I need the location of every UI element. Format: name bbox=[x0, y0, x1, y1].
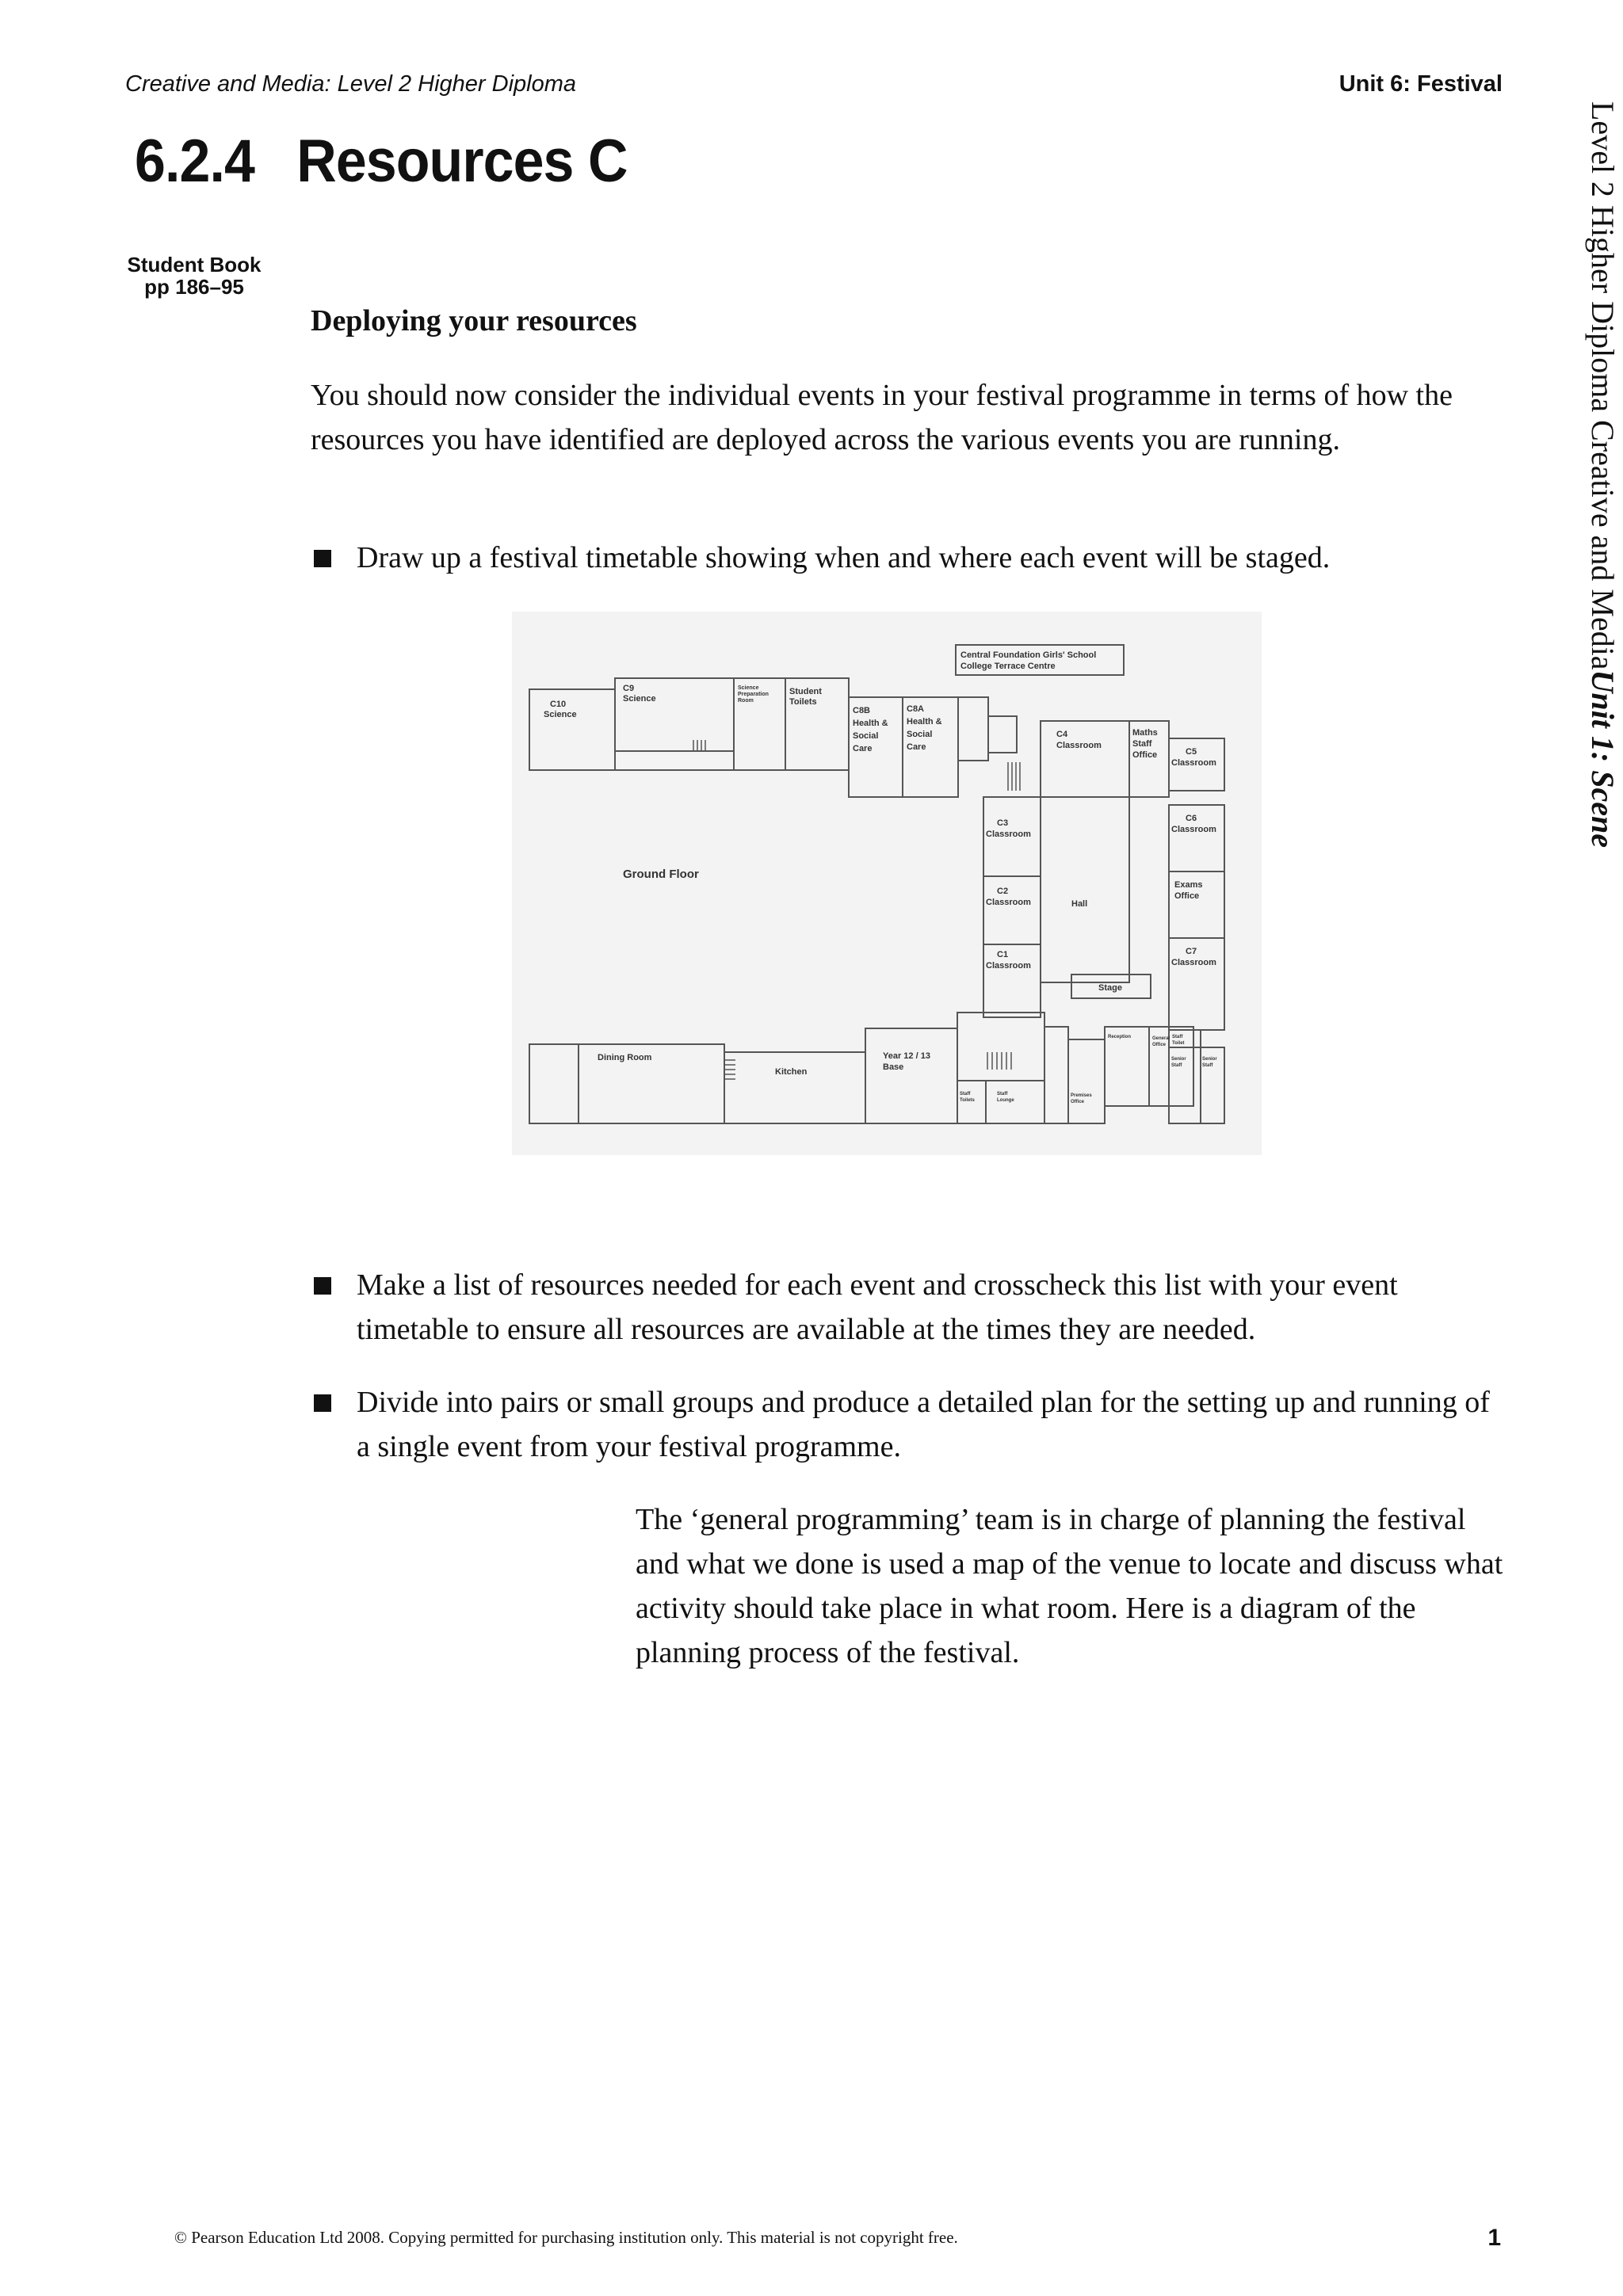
room-c8b-label: Health & bbox=[853, 719, 888, 728]
room-general-office-label: Office bbox=[1152, 1043, 1167, 1047]
room-year-12-13 bbox=[865, 1028, 957, 1123]
room-exams-label: Exams bbox=[1174, 880, 1203, 890]
intro-paragraph: You should now consider the individual events in your festival programme in terms of how the resources you have identified are deployed across the various events you are running. bbox=[311, 379, 1453, 456]
subheading: Deploying your resources bbox=[311, 304, 637, 338]
room-c7-label: C7 bbox=[1186, 947, 1197, 956]
side-margin-text bbox=[1583, 101, 1621, 848]
room-c4 bbox=[1041, 721, 1129, 797]
room-maths-label: Maths bbox=[1132, 728, 1158, 738]
room-science-prep-label: Preparation bbox=[738, 692, 769, 697]
room-maths-label: Staff bbox=[1132, 739, 1152, 749]
side-text-unit: Unit 1: Scene bbox=[1585, 669, 1621, 848]
room-c1 bbox=[983, 944, 1041, 1017]
room-maths-label: Office bbox=[1132, 750, 1158, 760]
floor-label: Ground Floor bbox=[623, 868, 699, 881]
room-c2 bbox=[983, 876, 1041, 944]
room-c10 bbox=[529, 689, 615, 770]
room-staff-toilet-label: Toilet bbox=[1172, 1041, 1185, 1046]
room-senior-staff-1-label: Senior bbox=[1171, 1057, 1186, 1062]
school-name-line1: Central Foundation Girls' School bbox=[960, 650, 1097, 660]
room-c8a-label: Care bbox=[907, 742, 926, 752]
room-c1-label: Classroom bbox=[986, 961, 1031, 971]
section-title: Resources C bbox=[296, 128, 628, 195]
bullet-item bbox=[311, 1263, 1507, 1352]
room-hall-label: Hall bbox=[1071, 899, 1088, 909]
room-senior-staff-2-label: Staff bbox=[1202, 1063, 1213, 1068]
side-text-main: Level 2 Higher Diploma Creative and Media bbox=[1585, 101, 1621, 670]
bullet-item bbox=[311, 1380, 1507, 1469]
room-staff-lounge-label: Staff bbox=[997, 1092, 1008, 1097]
room-year-12-13-label: Base bbox=[883, 1062, 904, 1072]
room-staff-toilets-label: Toilets bbox=[960, 1098, 975, 1103]
room-premises-label: Office bbox=[1071, 1100, 1085, 1104]
room-c4-label: Classroom bbox=[1056, 741, 1102, 750]
room-c8a-label: Social bbox=[907, 730, 933, 739]
room-hall bbox=[1041, 721, 1129, 982]
room-c8a-label: C8A bbox=[907, 704, 925, 714]
room-c10-label: Science bbox=[544, 710, 577, 719]
room-senior-staff-2-label: Senior bbox=[1202, 1057, 1217, 1062]
room-stage-label: Stage bbox=[1098, 983, 1122, 993]
bullet-square-icon bbox=[314, 550, 331, 567]
room-c8b-label: Care bbox=[853, 744, 873, 753]
bullet-text: Divide into pairs or small groups and produce a detailed plan for the setting up and running of a single event from your festival programme. bbox=[357, 1386, 1490, 1463]
room-senior-staff-1-label: Staff bbox=[1171, 1063, 1182, 1068]
room-year-12-13-label: Year 12 / 13 bbox=[883, 1051, 930, 1061]
room-c6-label: Classroom bbox=[1171, 825, 1216, 834]
room-staff-lounge bbox=[986, 1081, 1044, 1123]
copyright-footer: © Pearson Education Ltd 2008. Copying permitted for purchasing institution only. This material is not copyright free. bbox=[174, 2228, 958, 2247]
room-student-toilets-label: Toilets bbox=[789, 697, 817, 707]
room-kitchen bbox=[724, 1052, 865, 1123]
header-right: Unit 6: Festival bbox=[1338, 71, 1503, 97]
page-number: 1 bbox=[1487, 2225, 1501, 2251]
bullet-square-icon bbox=[314, 1277, 331, 1295]
room-c4-label: C4 bbox=[1056, 730, 1068, 739]
room-student-toilets-label: Student bbox=[789, 687, 822, 696]
room-general-office-label: General bbox=[1152, 1036, 1170, 1041]
room-c2-label: C2 bbox=[997, 887, 1009, 896]
room-c10-label: C10 bbox=[550, 700, 567, 709]
team-note-paragraph: The ‘general programming’ team is in charge of planning the festival and what we done is used a map of the venue to locate and discuss what activity should take place in what room. Here is a diagram of the planning process of the festival. bbox=[636, 1503, 1503, 1669]
room-kitchen-label: Kitchen bbox=[775, 1067, 808, 1077]
bullet-item bbox=[311, 536, 1507, 580]
room-c5-label: Classroom bbox=[1171, 758, 1216, 768]
room-c7-label: Classroom bbox=[1171, 958, 1216, 967]
room-c3-label: Classroom bbox=[986, 830, 1031, 839]
floor-plan-drawing bbox=[512, 612, 1262, 1155]
room-staff-lounge-label: Lounge bbox=[997, 1098, 1014, 1103]
student-book-reference bbox=[119, 254, 269, 298]
student-book-label: Student Book bbox=[127, 253, 262, 277]
room-c5-label: C5 bbox=[1186, 747, 1197, 757]
room-premises-office bbox=[1068, 1039, 1105, 1123]
bullet-text: Make a list of resources needed for each event and crosscheck this list with your event timetable to ensure all resources are available at the times they are needed. bbox=[357, 1268, 1398, 1346]
room-c9-label: C9 bbox=[623, 684, 635, 693]
section-number: 6.2.4 bbox=[135, 128, 254, 195]
school-name-line2: College Terrace Centre bbox=[960, 662, 1056, 671]
room-c8b-label: C8B bbox=[853, 706, 871, 715]
room-c8b-label: Social bbox=[853, 731, 879, 741]
room-c9-label: Science bbox=[623, 694, 656, 704]
student-book-pages: pp 186–95 bbox=[144, 275, 244, 299]
room-premises-label: Premises bbox=[1071, 1093, 1092, 1098]
header-left: Creative and Media: Level 2 Higher Diploma bbox=[125, 71, 577, 97]
room-science-prep-label: Science bbox=[738, 685, 759, 691]
room-dining-label: Dining Room bbox=[598, 1053, 652, 1062]
room-c6-label: C6 bbox=[1186, 814, 1197, 823]
room-reception-label: Reception bbox=[1108, 1035, 1132, 1039]
room-staff-toilets-label: Staff bbox=[960, 1092, 971, 1097]
room-staff-toilet-label: Staff bbox=[1172, 1035, 1183, 1039]
bullet-text: Draw up a festival timetable showing when and where each event will be staged. bbox=[357, 541, 1331, 574]
room-exams-label: Office bbox=[1174, 891, 1200, 901]
floor-plan-image bbox=[512, 612, 1262, 1155]
room-c3-label: C3 bbox=[997, 818, 1009, 828]
room-science-prep-label: Room bbox=[738, 698, 754, 704]
page-title bbox=[135, 127, 628, 196]
bullet-square-icon bbox=[314, 1394, 331, 1412]
room-c2-label: Classroom bbox=[986, 898, 1031, 907]
room-c8a-label: Health & bbox=[907, 717, 942, 727]
room-c1-label: C1 bbox=[997, 950, 1009, 959]
